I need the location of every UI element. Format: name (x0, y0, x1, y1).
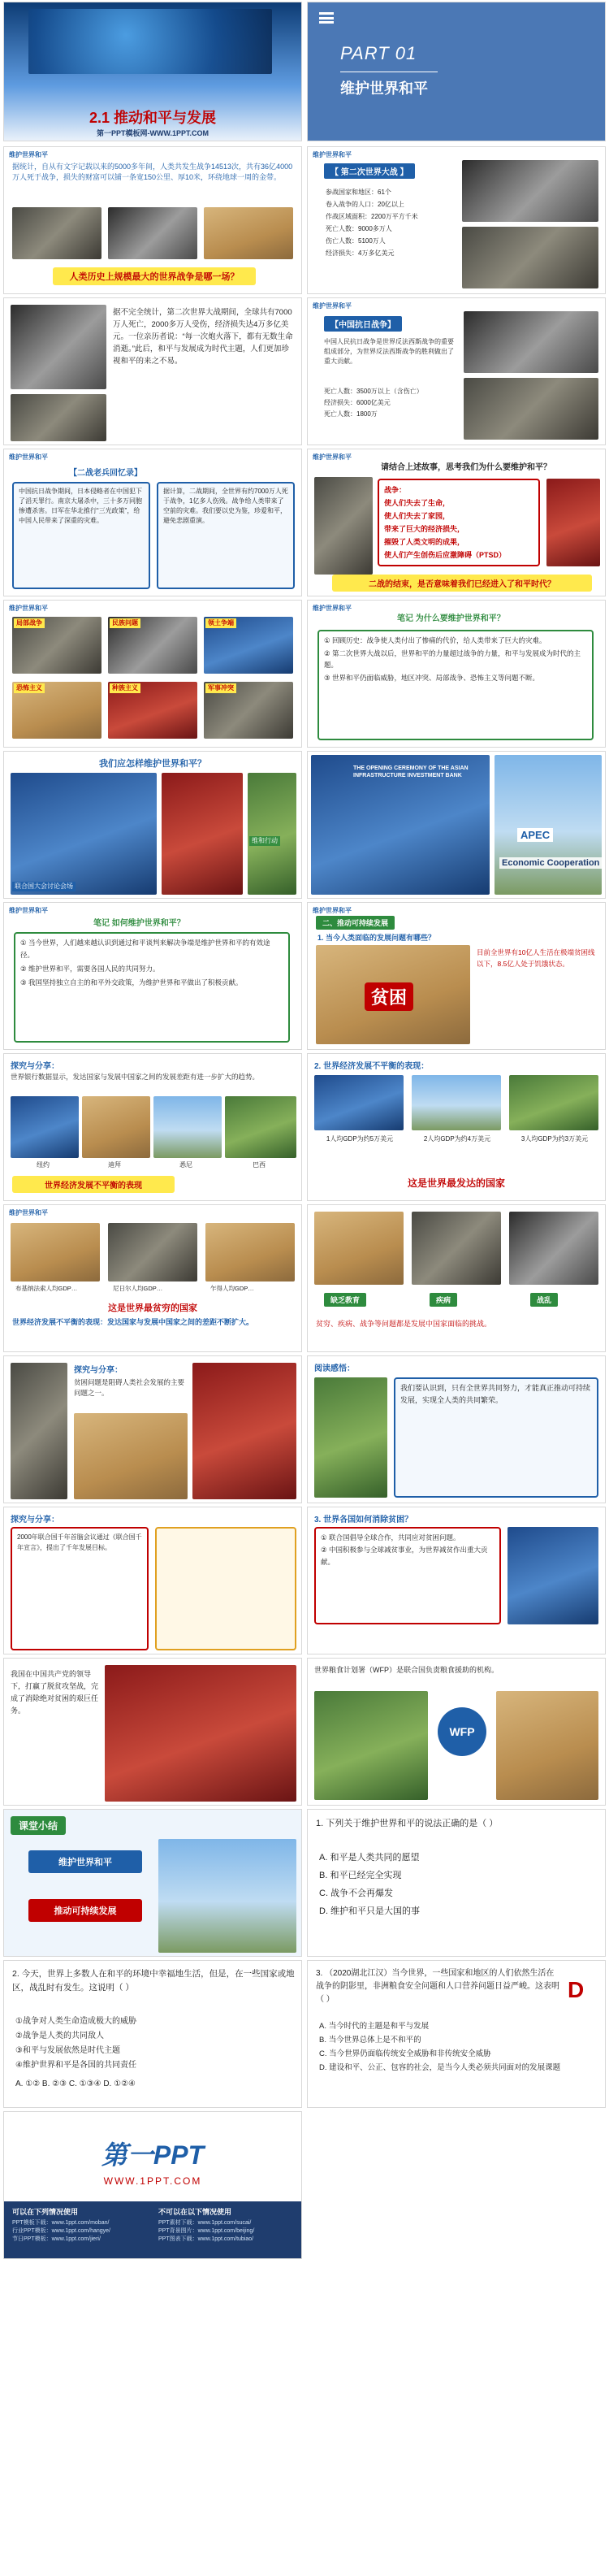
explore-title: 探究与分享： (11, 1062, 59, 1071)
poor-photo-1 (11, 1223, 100, 1281)
slide-why-peace (307, 449, 606, 596)
footer-bar (4, 2201, 301, 2259)
footer-link[interactable]: PPT图表下载：www.1ppt.com/tubiao/ (158, 2236, 254, 2242)
footer-link[interactable]: 节日PPT模板：www.1ppt.com/jieri/ (12, 2236, 101, 2242)
explore2-text: 贫困问题是阻碍人类社会发展的主要问题之一。 (74, 1378, 185, 1397)
slide-wfp (307, 1658, 606, 1806)
side-photo (546, 479, 600, 566)
city-name: 纽约 (37, 1161, 50, 1169)
effect-item: 使人们失去了家园， (384, 512, 451, 520)
city-photo-1 (11, 1096, 79, 1158)
problem-photo-2 (412, 1212, 501, 1285)
quiz-options (319, 1849, 595, 1920)
slide-explore-2 (3, 1355, 302, 1503)
explore-photo-3 (192, 1363, 296, 1499)
slide-veteran (3, 449, 302, 596)
slide-poorest (3, 1204, 302, 1352)
slide-note-how (3, 902, 302, 1050)
peacekeeping-photo (248, 773, 296, 895)
china-war-stats (324, 386, 454, 420)
note-point: ① 当今世界，人们越来越认识到通过和平谈判来解决争端是维护世界和平的有效途径。 (20, 939, 270, 959)
title-prefix: 2.1 (89, 110, 114, 126)
intro-text: 据统计，自从有文字记载以来的5000多年间，人类共发生战争14513次，共有36亿4000万人死于战争，损失的财富可以铺一条宽150公里、厚10米，环绕地球一周的金带。 (12, 163, 293, 181)
china-poverty-text: 我国在中国共产党的领导下，打赢了脱贫攻坚战，完成了消除绝对贫困的艰巨任务。 (11, 1670, 99, 1715)
stat-line: 卷入战争的人口：20亿以上 (326, 201, 404, 208)
explore-photo-2 (74, 1413, 188, 1499)
slide-china-war (307, 297, 606, 445)
note-point: ③ 我国坚持独立自主的和平外交政策，为维护世界和平做出了积极贡献。 (20, 978, 243, 987)
slide-quiz-3 (307, 1960, 606, 2108)
slide-richest (307, 1053, 606, 1201)
slide-quiz-1 (307, 1809, 606, 1957)
veteran-right: 据计算，二战期间，全世界有约7000万人死于战争，1亿多人伤残。战争给人类带来了空前的灾难。我们要以史为鉴，珍爱和平，避免悲剧重演。 (157, 482, 295, 589)
slide-development (307, 902, 606, 1050)
slide-how-peace (3, 751, 302, 899)
footer-col2-title: 不可以在以下情况使用 (158, 2208, 232, 2216)
china-war-tag: 【中国抗日战争】 (324, 316, 402, 332)
threat-label: 领土争端 (205, 618, 236, 628)
explore3-title: 探究与分享： (11, 1516, 59, 1524)
quiz-option[interactable]: D. 建设和平、公正、包容的社会，是当今人类必须共同面对的发展课题 (319, 2063, 561, 2072)
poorest-text: 世界经济发展不平衡的表现：发达国家与发展中国家之间的差距不断扩大。 (12, 1318, 254, 1326)
slide-logo: 维护世界和平 (313, 907, 352, 914)
slide-ww2 (307, 146, 606, 294)
how-question: 我们应怎样维护世界和平？ (99, 759, 206, 769)
poor-stat: 布基纳法索人均GDP… (15, 1285, 78, 1292)
poverty-stamp: 贫困 (365, 982, 413, 1011)
quiz-question: 2. 今天，世界上多数人在和平的环境中幸福地生活，但是，在一些国家或地区，战乱时有发生。这说明（ ） (12, 1969, 295, 1993)
explore2-title: 探究与分享： (74, 1366, 123, 1375)
slide-logo: 维护世界和平 (313, 453, 352, 461)
veteran-left: 中国抗日战争期间，日本侵略者在中国犯下了滔天罪行。南京大屠杀中，三十多万同胞惨遭杀害。日军在华北推行“三光政策”，给中国人民带来了深重的灾难。 (12, 482, 150, 589)
quiz-option[interactable]: D. 维护和平只是大国的事 (319, 1906, 421, 1916)
ww2-stats (326, 186, 447, 259)
slide-aiib (307, 751, 606, 899)
ruins-photo (11, 394, 106, 441)
dev-question: 1. 当今人类面临的发展问题有哪些？ (317, 934, 436, 942)
rich-stat: 3人均GDP为约3万美元 (520, 1135, 589, 1143)
effect-item: 战争： (384, 486, 407, 494)
apec-logo: APEC (517, 828, 553, 842)
quiz-option[interactable]: ③和平与发展依然是时代主题 (15, 2046, 120, 2055)
eliminate-photo (508, 1527, 598, 1624)
poor-photo-3 (205, 1223, 295, 1281)
rich-stat: 1人均GDP为约5万美元 (326, 1135, 394, 1143)
china-war-text: 中国人民抗日战争是世界反法西斯战争的重要组成部分，为世界反法西斯战争的胜利做出了重大贡献。 (324, 338, 454, 365)
part-number: PART 01 (340, 43, 417, 63)
stat-line: 经济损失：4万多亿美元 (326, 249, 395, 257)
note-title: 笔记 为什么要维护世界和平？ (397, 614, 505, 623)
problem-tag: 疾病 (430, 1293, 457, 1307)
city-photo-4 (225, 1096, 296, 1158)
aiib-banner: THE OPENING CEREMONY OF THE ASIAN INFRASTRUCTURE INVESTMENT BANK (353, 765, 469, 778)
slide-note-why (307, 600, 606, 748)
quiz-options (15, 2014, 292, 2073)
city-name: 悉尼 (179, 1161, 192, 1169)
footer-col1-title: 可以在下列情况使用 (12, 2208, 79, 2216)
quiz-option[interactable]: ②战争是人类的共同敌人 (15, 2032, 104, 2040)
rich-photo-1 (314, 1075, 404, 1130)
threat-label: 军事冲突 (205, 683, 236, 693)
ww2-narrative: 据不完全统计，第二次世界大战期间，全球共有7000万人死亡，2000多万人受伤，经济损失达4万多亿美元。一位亲历者说：“每一次炮火落下，都有无数生命消逝。”此后，和平与发展成为时代主题，人们更加珍视和平的来之不易。 (113, 308, 293, 366)
part-title: 维护世界和平 (340, 80, 428, 97)
slide-subtitle: 第一PPT模板网-WWW.1PPT.COM (97, 129, 209, 137)
wfp-text: 世界粮食计划署（WFP）是联合国负责粮食援助的机构。 (314, 1666, 499, 1674)
problem-photo-3 (509, 1212, 598, 1285)
rich-stat: 2人均GDP为约4万美元 (423, 1135, 491, 1143)
threat-label: 局部战争 (14, 618, 45, 628)
threat-label: 恐怖主义 (14, 683, 45, 693)
quiz-option[interactable]: ④维护世界和平是各国的共同责任 (15, 2061, 136, 2070)
quiz-option[interactable]: A. 当今时代的主题是和平与发展 (319, 2022, 430, 2031)
war-photo-2 (108, 207, 197, 259)
problem-text: 贫穷、疾病、战争等问题都是发展中国家面临的挑战。 (316, 1320, 492, 1328)
slide-footer (3, 2111, 302, 2259)
note-point: ② 第二次世界大战以后，世界和平的力量超过战争的力量，和平与发展成为时代的主题。 (324, 649, 581, 669)
question-banner: 人类历史上规模最大的世界战争是哪一场？ (53, 267, 256, 285)
footer-link[interactable]: PPT背景图片：www.1ppt.com/beijing/ (158, 2228, 255, 2234)
slide-eliminate-poverty (307, 1507, 606, 1654)
city-photo-3 (153, 1096, 222, 1158)
war-effects (378, 479, 540, 566)
stat-line: 作战区域面积：2200万平方千米 (326, 213, 418, 220)
stat-line: 经济损失：6000亿美元 (324, 399, 391, 406)
slide-logo: 维护世界和平 (9, 907, 48, 914)
eliminate-point: ② 中国积极参与全球减贫事业，为世界减贫作出重大贡献。 (321, 1546, 488, 1566)
threat-label: 民族问题 (110, 618, 140, 628)
stat-line: 死亡人数：1800万 (324, 410, 378, 418)
rich-photo-3 (509, 1075, 598, 1130)
footer-link[interactable]: PPT素材下载：www.1ppt.com/sucai/ (158, 2220, 252, 2226)
ww2-tag: 【 第二次世界大战 】 (324, 163, 415, 179)
rich-photo-2 (412, 1075, 501, 1130)
slide-war-stats (3, 146, 302, 294)
soldier-photo (11, 305, 106, 389)
note-point: ① 回顾历史：战争使人类付出了惨痛的代价，给人类带来了巨大的灾难。 (324, 636, 546, 644)
poor-photo-2 (108, 1223, 197, 1281)
reading-photo (314, 1377, 387, 1498)
note-how-title: 笔记 如何维护世界和平？ (93, 919, 185, 928)
war-photo-1 (12, 207, 102, 259)
quiz-option[interactable]: C. 当今世界仍面临传统安全威胁和非传统安全威胁 (319, 2049, 491, 2058)
slide-logo: 维护世界和平 (9, 151, 48, 158)
quiz-question: 3. （2020湖北江汉）当今世界，一些国家和地区的人们依然生活在战争的阴影里，非洲粮食安全问题和人口营养问题日益严峻。这表明（ ） (316, 1969, 559, 2004)
problem-tag: 战乱 (530, 1293, 558, 1307)
poverty-text: 目前全世界有10亿人生活在极端贫困线以下，8.5亿人处于饥饿状态。 (477, 948, 595, 968)
footer-links-2 (158, 2219, 296, 2244)
section-header: 二、推动可持续发展 (316, 916, 395, 930)
slide-title (4, 106, 301, 128)
quiz-options (319, 2019, 595, 2075)
meeting-photo (162, 773, 243, 895)
eliminate-title: 3. 世界各国如何消除贫困？ (314, 1516, 413, 1524)
stat-line: 参战国家和地区：61个 (326, 189, 391, 196)
ww2-photo-1 (462, 160, 598, 222)
globe-image (28, 9, 272, 74)
quiz-answer: D (568, 1977, 585, 2002)
footer-link[interactable]: PPT模板下载：www.1ppt.com/moban/ (12, 2220, 110, 2226)
summary-item: 推动可持续发展 (28, 1899, 142, 1922)
slide-quiz-2 (3, 1960, 302, 2108)
wfp-photo-2 (496, 1691, 598, 1800)
eco-coop: Economic Cooperation (499, 857, 602, 869)
apec-photo (495, 755, 602, 895)
poor-stat: 尼日尔人均GDP… (113, 1285, 163, 1292)
effect-item: 使人们产生创伤后应激障碍（PTSD） (384, 551, 507, 559)
note-point: ② 维护世界和平，需要各国人民的共同努力。 (20, 965, 160, 973)
slide-explore-3 (3, 1507, 302, 1654)
hamburger-icon[interactable] (319, 12, 334, 24)
city-name: 迪拜 (108, 1161, 121, 1169)
china-war-photo-2 (464, 378, 598, 440)
stat-line: 死亡人数：9000多万人 (326, 225, 392, 232)
footer-logo: 第一PPT (101, 2140, 205, 2170)
wfp-badge: WFP (438, 1707, 486, 1756)
poorest-caption: 这是世界最贫穷的国家 (108, 1303, 197, 1313)
title-slide (3, 2, 302, 141)
slide-ww2-text (3, 297, 302, 445)
problem-photo-1 (314, 1212, 404, 1285)
effect-item: 带来了巨大的经济损失， (384, 525, 465, 533)
richest-title: 2. 世界经济发展不平衡的表现： (314, 1062, 430, 1071)
title-highlight: 推动和平与发展 (114, 110, 217, 126)
why-question: 请结合上述故事，思考我们为什么要维护和平？ (381, 463, 551, 472)
summary-item: 维护世界和平 (28, 1850, 142, 1873)
quiz-option[interactable]: A. 和平是人类共同的愿望 (319, 1853, 420, 1863)
wfp-photo-1 (314, 1691, 428, 1800)
un-assembly-photo (11, 773, 157, 895)
summary-header: 课堂小结 (11, 1816, 66, 1835)
slide-logo: 维护世界和平 (9, 453, 48, 461)
quiz-question: 1. 下列关于维护世界和平的说法正确的是（ ） (316, 1819, 499, 1828)
problem-tag: 缺乏教育 (324, 1293, 366, 1307)
slide-logo: 维护世界和平 (9, 605, 48, 612)
effect-item: 摧毁了人类文明的成果， (384, 538, 465, 546)
veteran-tag: 【二战老兵回忆录】 (69, 469, 142, 478)
city-photo-2 (82, 1096, 150, 1158)
footer-url[interactable]: WWW.1PPT.COM (103, 2175, 202, 2187)
un-caption: 联合国大会讨论会场 (12, 882, 76, 891)
summary-photo (158, 1839, 296, 1953)
reading-title: 阅读感悟： (314, 1364, 355, 1373)
explore-photo-1 (11, 1363, 67, 1499)
quiz-option[interactable]: B. 当今世界总体上是不和平的 (319, 2036, 421, 2045)
richest-banner: 这是世界最发达的国家 (407, 1177, 505, 1189)
note-how-points (14, 932, 290, 1043)
imbalance-banner: 世界经济发展不平衡的表现 (12, 1176, 175, 1193)
stat-line: 死亡人数：3500万以上（含伤亡） (324, 388, 423, 395)
explore3-text: 2000年联合国千年首脑会议通过《联合国千年宣言》，提出了千年发展目标。 (17, 1533, 142, 1551)
stat-line: 伤亡人数：5100万人 (326, 237, 386, 245)
part-slide (307, 2, 606, 141)
threat-label: 种族主义 (110, 683, 140, 693)
poor-stat: 乍得人均GDP… (210, 1285, 254, 1292)
eliminate-box (314, 1527, 501, 1624)
peace-caption: 维和行动 (249, 836, 280, 846)
ww2-end-banner: 二战的结束，是否意味着我们已经进入了和平时代？ (332, 575, 592, 592)
reading-text: 我们要认识到，只有全世界共同努力，才能真正推动可持续发展，实现全人类的共同繁荣。 (394, 1377, 598, 1498)
slide-logo: 维护世界和平 (9, 1209, 48, 1216)
china-war-photo-1 (464, 311, 598, 373)
conflict-photo (314, 477, 373, 575)
slide-logo: 维护世界和平 (313, 302, 352, 310)
quiz-option[interactable]: B. 和平已经完全实现 (319, 1871, 402, 1880)
slide-reading (307, 1355, 606, 1503)
china-poverty-photo (105, 1665, 296, 1802)
slide-china-poverty (3, 1658, 302, 1806)
city-name: 巴西 (253, 1161, 266, 1169)
explore-text: 世界银行数据显示，发达国家与发展中国家之间的发展差距有进一步扩大的趋势。 (11, 1073, 260, 1081)
footer-links-1 (12, 2219, 150, 2244)
slide-problems (307, 1204, 606, 1352)
quiz-answers: A. ①② B. ②③ C. ①③④ D. ①②④ (15, 2079, 136, 2088)
slide-summary (3, 1809, 302, 1957)
slide-logo: 维护世界和平 (313, 605, 352, 612)
eliminate-point: ① 联合国倡导全球合作，共同应对贫困问题。 (321, 1533, 460, 1542)
quiz-option[interactable]: ①战争对人类生命造成极大的威胁 (15, 2017, 136, 2026)
footer-link[interactable]: 行业PPT模板：www.1ppt.com/hangye/ (12, 2228, 110, 2234)
war-photo-3 (204, 207, 293, 259)
note-point: ③ 世界和平仍面临威胁，地区冲突、局部战争、恐怖主义等问题不断。 (324, 674, 539, 682)
explore3-side (155, 1527, 296, 1650)
effect-item: 使人们失去了生命， (384, 499, 451, 507)
slide-threats (3, 600, 302, 748)
ww2-photo-2 (462, 227, 598, 288)
explore3-box (11, 1527, 149, 1650)
quiz-option[interactable]: C. 战争不会再爆发 (319, 1889, 394, 1898)
slide-logo: 维护世界和平 (313, 151, 352, 158)
note-points (317, 630, 594, 740)
slide-explore-1 (3, 1053, 302, 1201)
